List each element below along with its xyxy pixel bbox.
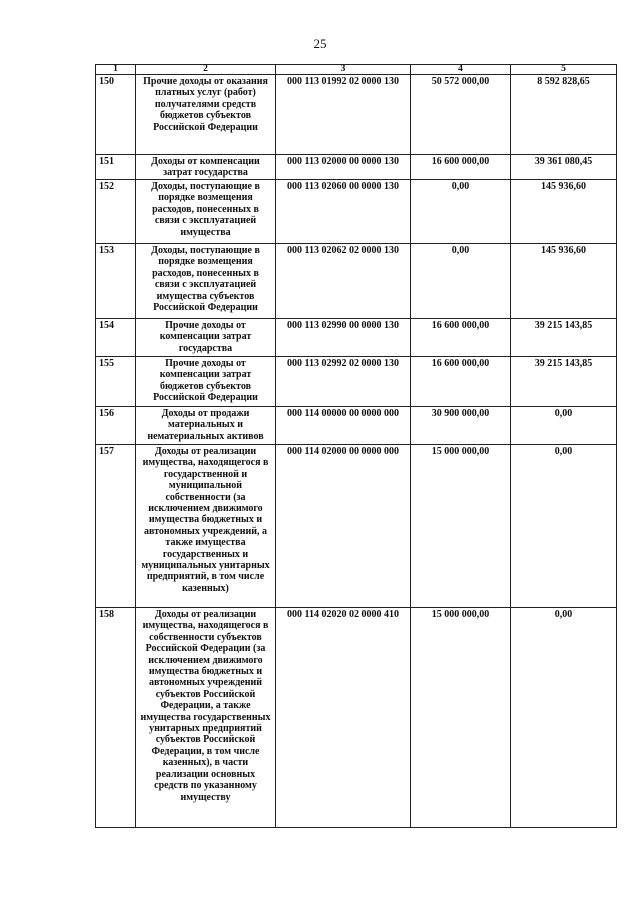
revenue-name: Доходы, поступающие в порядке возмещения расходов, понесенных в связи с эксплуатацией имущества [136,180,276,244]
revenue-name: Прочие доходы от компенсации затрат государства [136,319,276,357]
budget-revenue-table [95,64,617,828]
planned-amount: 50 572 000,00 [411,75,511,155]
table-row [96,357,617,407]
budget-code: 000 113 02990 00 0000 130 [276,319,411,357]
actual-amount: 39 215 143,85 [511,319,617,357]
row-number: 150 [96,75,136,155]
table-row [96,155,617,180]
row-number: 153 [96,244,136,319]
actual-amount: 0,00 [511,608,617,828]
row-number: 154 [96,319,136,357]
budget-code: 000 113 02992 02 0000 130 [276,357,411,407]
actual-amount: 0,00 [511,445,617,608]
row-number: 158 [96,608,136,828]
budget-code: 000 113 02000 00 0000 130 [276,155,411,180]
budget-code: 000 113 02060 00 0000 130 [276,180,411,244]
planned-amount: 30 900 000,00 [411,407,511,445]
table-row [96,75,617,155]
actual-amount: 145 936,60 [511,180,617,244]
planned-amount: 16 600 000,00 [411,155,511,180]
revenue-name: Доходы от реализации имущества, находящегося в государственной и муниципальной собственности (за исключением движимого имущества бюджетных и автономных учреждений, а также имущества государственных и муниципальных унитарных предприятий, в том числе казенных) [136,445,276,608]
actual-amount: 0,00 [511,407,617,445]
revenue-name: Прочие доходы от компенсации затрат бюджетов субъектов Российской Федерации [136,357,276,407]
planned-amount: 15 000 000,00 [411,608,511,828]
budget-code: 000 113 02062 02 0000 130 [276,244,411,319]
planned-amount: 0,00 [411,244,511,319]
table-row [96,608,617,828]
actual-amount: 8 592 828,65 [511,75,617,155]
table-row [96,319,617,357]
budget-code: 000 114 02000 00 0000 000 [276,445,411,608]
column-header-5: 5 [511,65,617,75]
column-header-4: 4 [411,65,511,75]
row-number: 152 [96,180,136,244]
budget-code: 000 114 00000 00 0000 000 [276,407,411,445]
planned-amount: 16 600 000,00 [411,357,511,407]
revenue-name: Доходы от продажи материальных и нематериальных активов [136,407,276,445]
column-header-3: 3 [276,65,411,75]
planned-amount: 0,00 [411,180,511,244]
row-number: 157 [96,445,136,608]
actual-amount: 39 215 143,85 [511,357,617,407]
revenue-name: Доходы от компенсации затрат государства [136,155,276,180]
page-number: 25 [313,36,327,51]
column-header-1: 1 [96,65,136,75]
planned-amount: 15 000 000,00 [411,445,511,608]
revenue-name: Доходы, поступающие в порядке возмещения расходов, понесенных в связи с эксплуатацией имущества субъектов Российской Федерации [136,244,276,319]
revenue-name: Прочие доходы от оказания платных услуг (работ) получателями средств бюджетов субъектов Российской Федерации [136,75,276,155]
row-number: 156 [96,407,136,445]
planned-amount: 16 600 000,00 [411,319,511,357]
table-header-row [96,65,617,75]
budget-code: 000 113 01992 02 0000 130 [276,75,411,155]
table-row [96,407,617,445]
row-number: 151 [96,155,136,180]
table-row [96,445,617,608]
budget-code: 000 114 02020 02 0000 410 [276,608,411,828]
row-number: 155 [96,357,136,407]
revenue-name: Доходы от реализации имущества, находящегося в собственности субъектов Российской Федерации (за исключением движимого имущества бюджетных и автономных учреждений субъектов Российской Федерации, а также имущества государственных унитарных предприятий субъектов Российской Федерации, в том числе казенных), в части реализации основных средств по указанному имуществу [136,608,276,828]
column-header-2: 2 [136,65,276,75]
actual-amount: 145 936,60 [511,244,617,319]
table-row [96,244,617,319]
table-row [96,180,617,244]
actual-amount: 39 361 080,45 [511,155,617,180]
